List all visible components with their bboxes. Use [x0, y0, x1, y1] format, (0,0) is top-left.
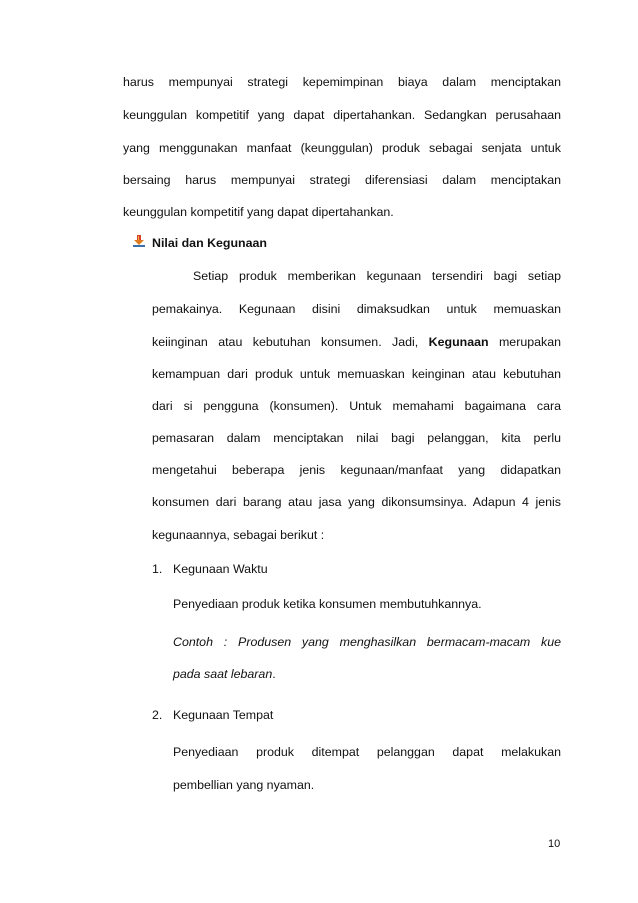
paragraph-line: bersaing harus mempunyai strategi diferensiasi dalam menciptakan [123, 173, 561, 187]
list-number: 1. [152, 562, 163, 576]
paragraph-line: pemakainya. Kegunaan disini dimaksudkan untuk memuaskan [152, 302, 561, 316]
example-line: Contoh : Produsen yang menghasilkan bermacam-macam kue [173, 635, 561, 649]
period: . [272, 667, 276, 681]
paragraph-line: harus mempunyai strategi kepemimpinan biaya dalam menciptakan [123, 75, 561, 89]
paragraph-line: keunggulan kompetitif yang dapat dipertahankan. [123, 205, 394, 219]
list-item-title: Kegunaan Waktu [173, 562, 268, 576]
paragraph-line: Setiap produk memberikan kegunaan tersendiri bagi setiap [193, 269, 561, 283]
paragraph-line [152, 334, 561, 350]
example-line [173, 666, 276, 682]
list-number: 2. [152, 708, 163, 722]
paragraph-line: yang menggunakan manfaat (keunggulan) produk sebagai senjata untuk [123, 141, 561, 155]
section-heading: Nilai dan Kegunaan [152, 236, 267, 250]
paragraph-line: dari si pengguna (konsumen). Untuk memahami bagaimana cara [152, 399, 561, 413]
list-item-title: Kegunaan Tempat [173, 708, 274, 722]
text-run: keiinginan atau kebutuhan konsumen. Jadi, [152, 335, 419, 349]
paragraph-line: kegunaannya, sebagai berikut : [152, 528, 325, 542]
paragraph-line: keunggulan kompetitif yang dapat dipertahankan. Sedangkan perusahaan [123, 108, 561, 122]
paragraph-line: kemampuan dari produk untuk memuaskan keinginan atau kebutuhan [152, 367, 561, 381]
paragraph-line: mengetahui beberapa jenis kegunaan/manfaat yang didapatkan [152, 463, 561, 477]
page-number: 10 [548, 838, 561, 850]
list-item-description: Penyediaan produk ketika konsumen membutuhkannya. [173, 597, 482, 611]
paragraph-line: konsumen dari barang atau jasa yang dikonsumsinya. Adapun 4 jenis [152, 495, 561, 509]
list-item-description: pembellian yang nyaman. [173, 778, 315, 792]
example-text: pada saat lebaran [173, 667, 273, 681]
text-run: merupakan [498, 335, 561, 349]
list-item-description: Penyediaan produk ditempat pelanggan dapat melakukan [173, 745, 561, 759]
bold-term: Kegunaan [428, 335, 489, 349]
paragraph-line: pemasaran dalam menciptakan nilai bagi pelanggan, kita perlu [152, 431, 561, 445]
download-arrow-bullet-icon [132, 234, 146, 248]
